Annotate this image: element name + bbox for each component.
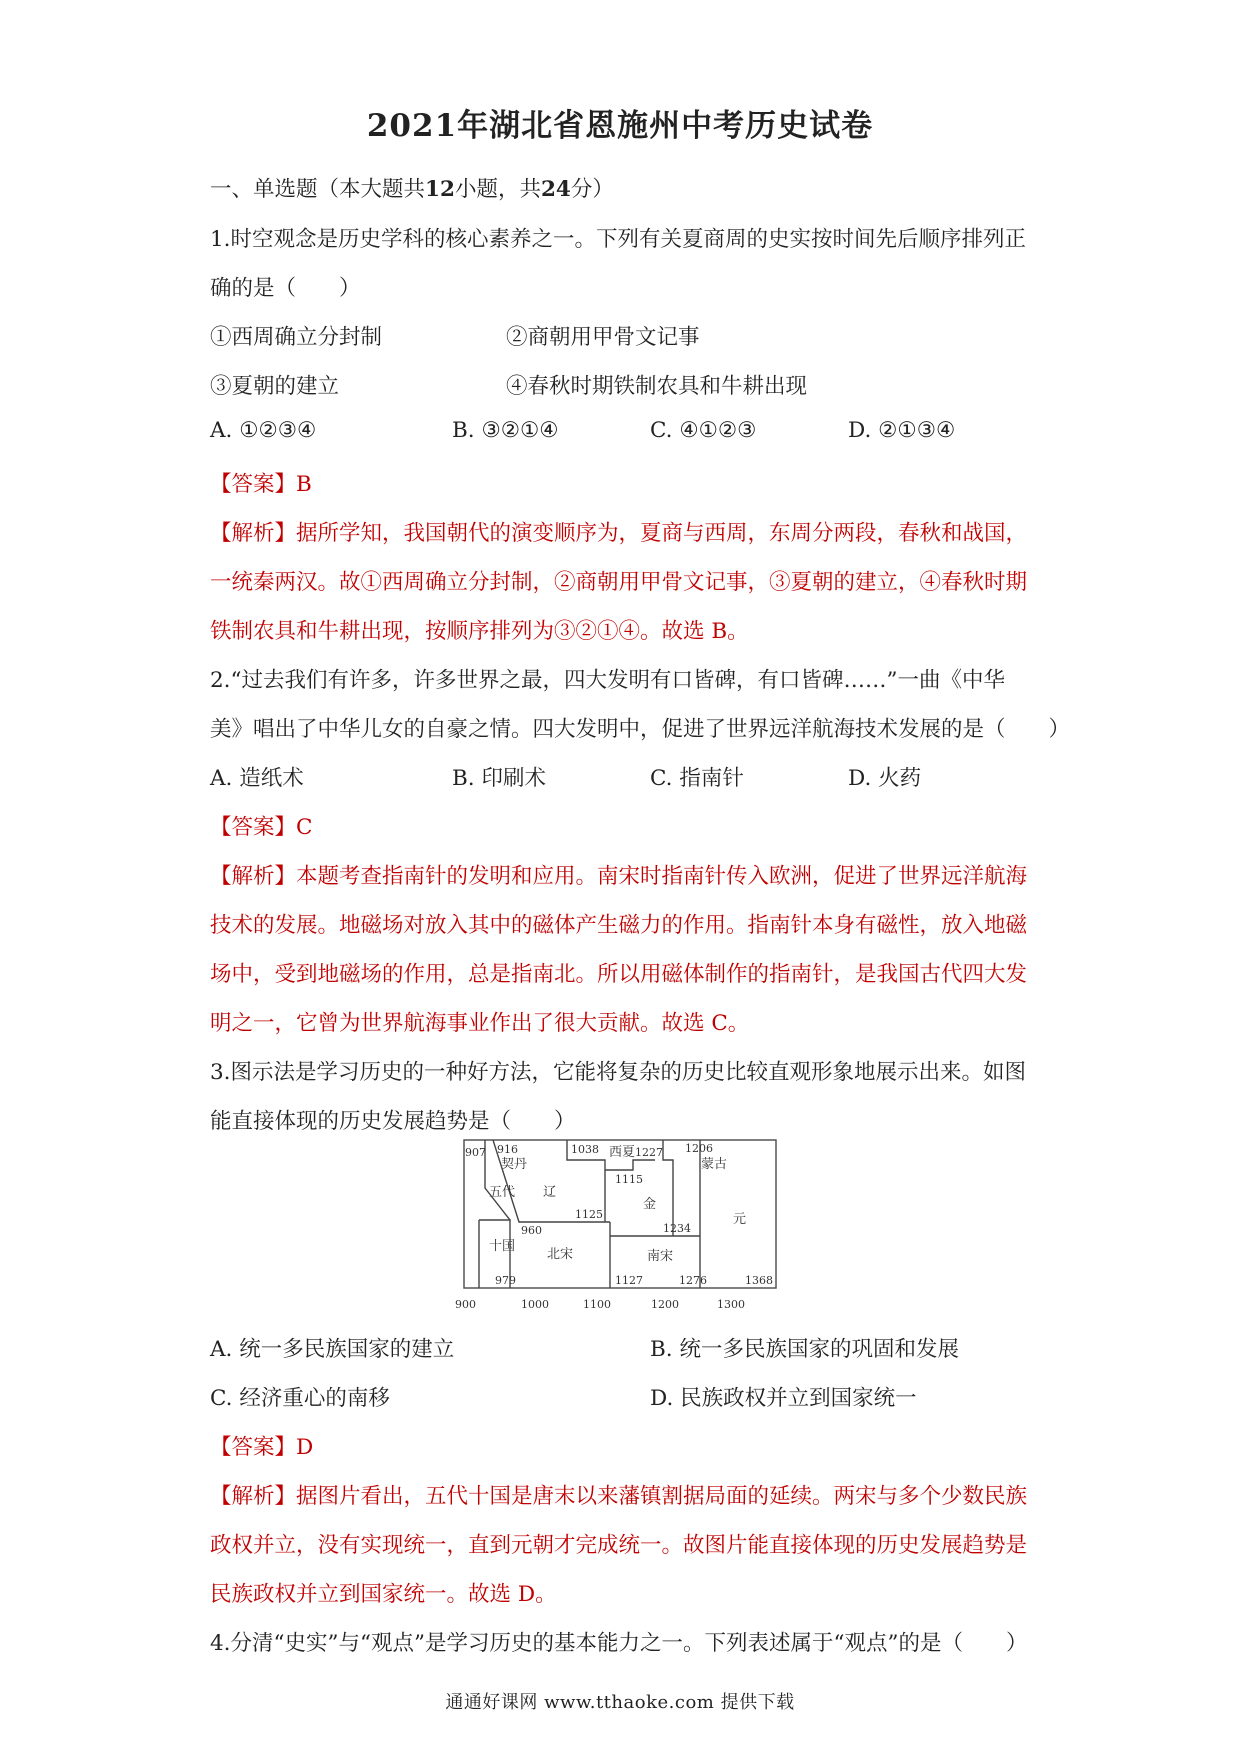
year-label: 1227: [635, 1146, 663, 1159]
region-label: 南宋: [647, 1249, 674, 1264]
answer-line: 【答案】C: [210, 815, 313, 840]
question-stem: 1.时空观念是历史学科的核心素养之一。下列有关夏商周的史实按时间先后顺序排列正: [210, 227, 1027, 252]
question-stem: 美》唱出了中华儿女的自豪之情。四大发明中，促进了世界远洋航海技术发展的是（ ）: [210, 717, 1071, 742]
statement-item: ③夏朝的建立: [210, 374, 340, 399]
answer-line: 【答案】B: [210, 472, 312, 497]
region-label: 五代: [489, 1185, 516, 1200]
question-stem: 4.分清“史实”与“观点”是学习历史的基本能力之一。下列表述属于“观点”的是（ ）: [210, 1631, 1028, 1656]
year-label: 979: [495, 1274, 516, 1287]
region-label: 十国: [489, 1239, 516, 1254]
option-d: D. 民族政权并立到国家统一: [650, 1386, 917, 1411]
boundary-line: [605, 1160, 655, 1170]
analysis-line: 技术的发展。地磁场对放入其中的磁体产生磁力的作用。指南针本身有磁性，放入地磁: [210, 913, 1028, 938]
analysis-line: 一统秦两汉。故①西周确立分封制，②商朝用甲骨文记事，③夏朝的建立，④春秋时期: [210, 570, 1028, 595]
question-stem: 能直接体现的历史发展趋势是（ ）: [210, 1109, 576, 1134]
page-footer: 通通好课网 www.tthaoke.com 提供下载: [445, 1692, 795, 1713]
region-label: 辽: [543, 1185, 557, 1200]
statement-item: ①西周确立分封制: [210, 325, 383, 350]
year-label: 1276: [679, 1274, 707, 1287]
option-d: D. ②①③④: [848, 418, 956, 443]
region-label: 西夏: [609, 1145, 636, 1160]
year-label: 1115: [615, 1173, 643, 1186]
question-stem: 确的是（ ）: [210, 276, 361, 301]
statement-item: ④春秋时期铁制农具和牛耕出现: [506, 374, 808, 399]
year-label: 1368: [745, 1274, 773, 1287]
question-stem: 2.“过去我们有许多，许多世界之最，四大发明有口皆碑，有口皆碑……”一曲《中华: [210, 668, 1005, 693]
year-label: 960: [521, 1224, 542, 1237]
region-label: 北宋: [547, 1247, 574, 1262]
question-stem: 3.图示法是学习历史的一种好方法，它能将复杂的历史比较直观形象地展示出来。如图: [210, 1060, 1027, 1085]
section-heading: 一、单选题（本大题共12小题，共24分）: [210, 177, 614, 202]
option-d: D. 火药: [848, 766, 922, 791]
option-a: A. ①②③④: [210, 418, 317, 443]
analysis-line: 【解析】据所学知，我国朝代的演变顺序为，夏商与西周，东周分两段，春秋和战国，: [210, 521, 1028, 546]
region-label: 金: [643, 1197, 657, 1212]
option-b: B. 统一多民族国家的巩固和发展: [650, 1337, 959, 1362]
history-timeline-figure: [455, 1138, 790, 1313]
option-a: A. 造纸术: [210, 766, 304, 791]
year-label: 1127: [615, 1274, 643, 1287]
option-b: B. 印刷术: [452, 766, 546, 791]
timeline-diagram: [455, 1138, 790, 1313]
region-label: 蒙古: [701, 1157, 728, 1172]
year-label: 1234: [663, 1222, 691, 1235]
option-c: C. ④①②③: [650, 418, 757, 443]
option-c: C. 经济重心的南移: [210, 1386, 390, 1411]
answer-line: 【答案】D: [210, 1435, 314, 1460]
axis-tick-label: 1300: [717, 1298, 745, 1311]
year-label: 907: [465, 1146, 486, 1159]
option-b: B. ③②①④: [452, 418, 559, 443]
analysis-line: 【解析】本题考查指南针的发明和应用。南宋时指南针传入欧洲，促进了世界远洋航海: [210, 864, 1028, 889]
year-label: 1206: [685, 1142, 713, 1155]
axis-tick-label: 900: [455, 1298, 476, 1311]
year-label: 1125: [575, 1208, 603, 1221]
year-label: 916: [497, 1143, 518, 1156]
axis-tick-label: 1100: [583, 1298, 611, 1311]
statement-item: ②商朝用甲骨文记事: [506, 325, 700, 350]
year-label: 1038: [571, 1143, 599, 1156]
analysis-line: 【解析】据图片看出，五代十国是唐末以来藩镇割据局面的延续。两宋与多个少数民族: [210, 1484, 1028, 1509]
analysis-line: 铁制农具和牛耕出现，按顺序排列为③②①④。故选 B。: [210, 619, 749, 644]
option-a: A. 统一多民族国家的建立: [210, 1337, 455, 1362]
page-title: 2021年湖北省恩施州中考历史试卷: [366, 108, 874, 144]
axis-tick-label: 1200: [651, 1298, 679, 1311]
option-c: C. 指南针: [650, 766, 744, 791]
analysis-line: 场中，受到地磁场的作用，总是指南北。所以用磁体制作的指南针，是我国古代四大发: [210, 962, 1028, 987]
analysis-line: 政权并立，没有实现统一，直到元朝才完成统一。故图片能直接体现的历史发展趋势是: [210, 1533, 1028, 1558]
analysis-line: 民族政权并立到国家统一。故选 D。: [210, 1582, 557, 1607]
region-label: 契丹: [501, 1157, 528, 1172]
region-label: 元: [733, 1212, 747, 1227]
analysis-line: 明之一，它曾为世界航海事业作出了很大贡献。故选 C。: [210, 1011, 750, 1036]
axis-tick-label: 1000: [521, 1298, 549, 1311]
